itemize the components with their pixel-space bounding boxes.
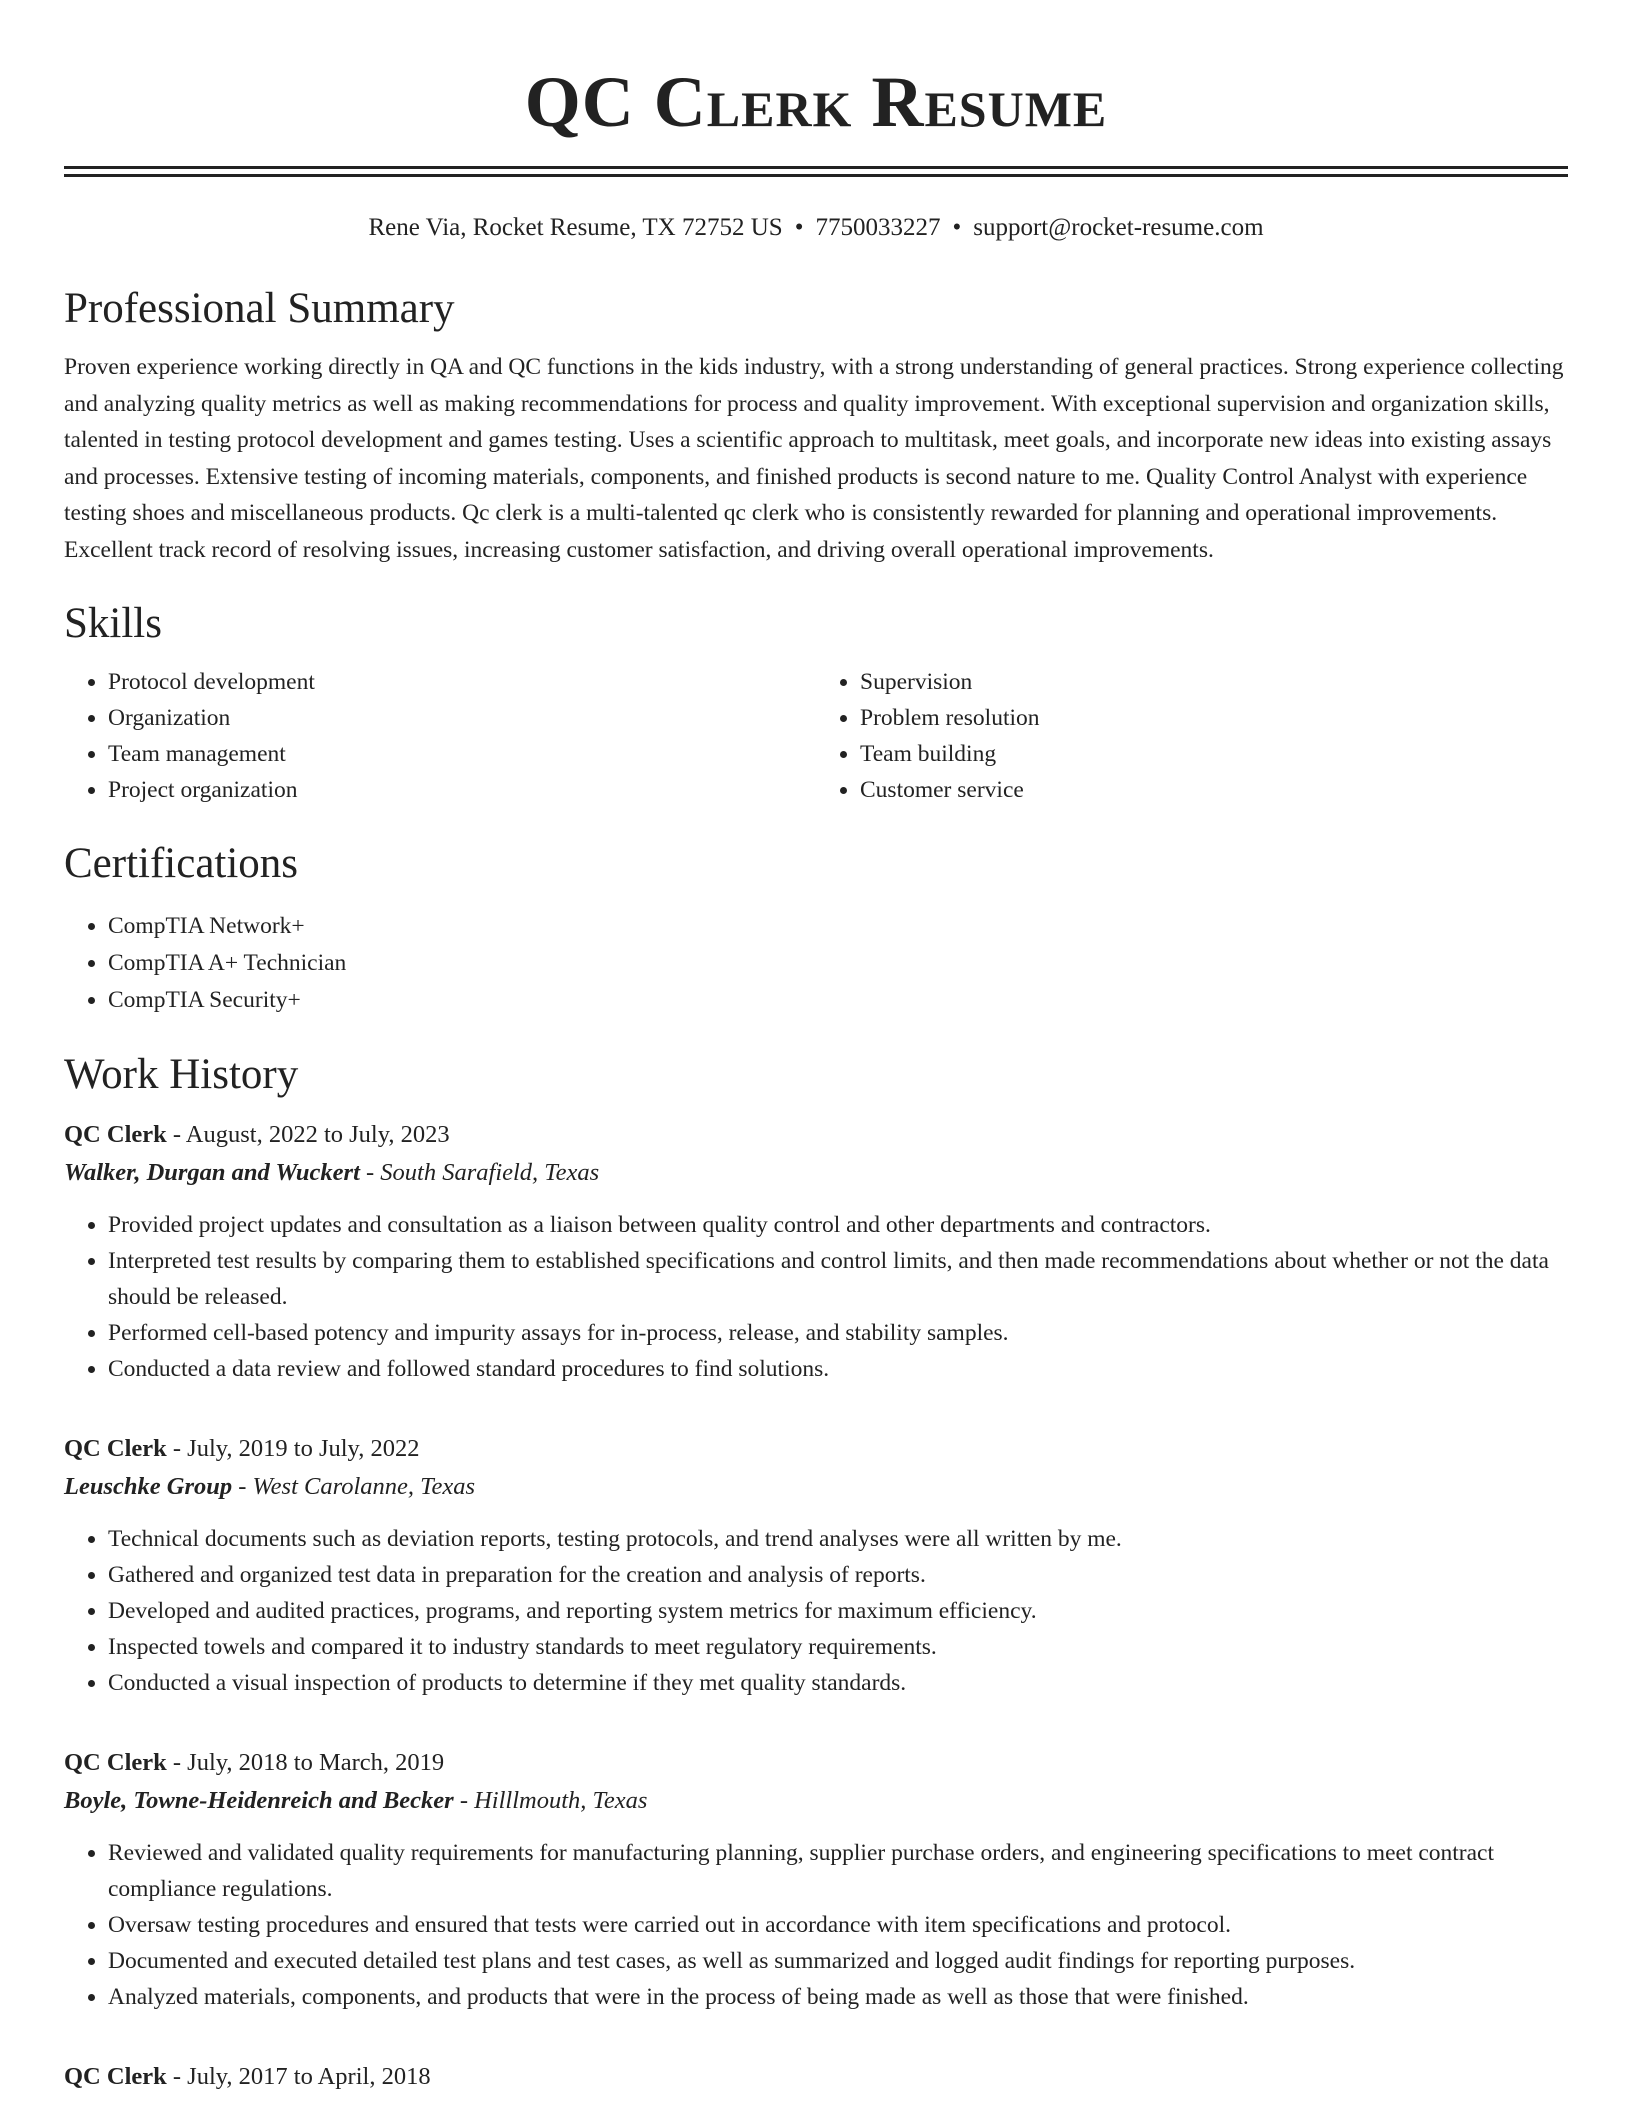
job-bullet: • Analyzed materials, components, and products that were in the process of being made as well as those that were finished. [108,1979,1568,2015]
certification-item: • CompTIA A+ Technician [108,945,1568,982]
job-dates: - July, 2017 to April, 2018 [166,2063,431,2090]
skill-item: • Protocol development [108,664,816,700]
summary-heading: Professional Summary [64,285,455,332]
certification-item: • CompTIA Network+ [108,908,1568,945]
job-title-line [64,2059,1568,2095]
job-title-line [64,1431,1568,1467]
job-title: QC Clerk [64,1121,167,1148]
certifications-heading: Certifications [64,840,299,887]
job-title-line [64,1117,1568,1153]
skills-list-left [64,664,816,808]
job-bullet: • Interpreted test results by comparing them to established specifications and control limits, and then made recommendations about whether or not the data should be released. [108,1243,1568,1315]
resume-page [64,0,1568,2095]
job-company: Boyle, Towne-Heidenreich and Becker [64,1787,454,1814]
title-divider-top [64,166,1568,169]
skill-item: • Team management [108,736,816,772]
job-bullet: • Oversaw testing procedures and ensured that tests were carried out in accordance with item specifications and protocol. [108,1907,1568,1943]
job-bullet: • Documented and executed detailed test plans and test cases, as well as summarized and logged audit findings for reporting purposes. [108,1943,1568,1979]
skill-item: • Customer service [860,772,1568,808]
job-bullet: • Developed and audited practices, programs, and reporting system metrics for maximum efficiency. [108,1593,1568,1629]
skills-heading: Skills [64,600,162,647]
work-history-heading: Work History [64,1051,299,1098]
job-entry [64,1745,1568,2015]
job-bullet: • Gathered and organized test data in preparation for the creation and analysis of reports. [108,1557,1568,1593]
job-entry [64,1431,1568,1701]
contact-address: Rene Via, Rocket Resume, TX 72752 US [368,214,783,241]
job-title: QC Clerk [64,1435,167,1462]
job-dates: - August, 2022 to July, 2023 [166,1121,450,1148]
job-company: Walker, Durgan and Wuckert [64,1159,360,1186]
job-entry [64,1117,1568,1387]
job-location: - West Carolanne, Texas [232,1473,476,1500]
job-bullet: • Inspected towels and compared it to industry standards to meet regulatory requirements. [108,1629,1568,1665]
job-entry [64,2059,1568,2095]
job-company: Leuschke Group [64,1473,233,1500]
contact-line [64,213,1568,243]
certification-item: • CompTIA Security+ [108,982,1568,1019]
job-bullet: • Conducted a data review and followed standard procedures to find solutions. [108,1351,1568,1387]
skill-item: • Project organization [108,772,816,808]
contact-email: support@rocket-resume.com [973,214,1264,241]
skill-item: • Team building [860,736,1568,772]
page-title: QC Clerk Resume [524,62,1108,142]
job-bullets [64,1521,1568,1701]
job-company-line [64,1467,1568,1507]
job-title: QC Clerk [64,1749,167,1776]
certifications-list [64,908,1568,1019]
job-location: - South Sarafield, Texas [359,1159,600,1186]
skill-item: • Supervision [860,664,1568,700]
title-divider-bottom [64,174,1568,177]
job-company-line [64,1153,1568,1193]
job-company-line [64,1781,1568,1821]
job-bullets [64,1835,1568,2015]
skill-item: • Problem resolution [860,700,1568,736]
contact-separator: • [952,214,962,241]
contact-phone: 7750033227 [815,214,941,241]
job-bullet: • Performed cell-based potency and impurity assays for in-process, release, and stability samples. [108,1315,1568,1351]
job-dates: - July, 2018 to March, 2019 [166,1749,445,1776]
job-bullets [64,1207,1568,1387]
skill-item: • Organization [108,700,816,736]
skills-columns [64,664,1568,808]
job-bullet: • Technical documents such as deviation reports, testing protocols, and trend analyses were all written by me. [108,1521,1568,1557]
job-dates: - July, 2019 to July, 2022 [166,1435,420,1462]
job-bullet: • Conducted a visual inspection of products to determine if they met quality standards. [108,1665,1568,1701]
skills-list-right [816,664,1568,808]
summary-text: Proven experience working directly in QA and QC functions in the kids industry, with a strong understanding of general practices. Strong experience collecting and analyzing quality metrics as well as making recommendations for process and quality improvement. With exceptional supervision and organization skills, talented in testing protocol development and games testing. Uses a scientific approach to multitask, meet goals, and incorporate new ideas into existing assays and processes. Extensive testing of incoming materials, components, and finished products is second nature to me. Quality Control Analyst with experience testing shoes and miscellaneous products. Qc clerk is a multi-talented qc clerk who is consistently rewarded for planning and operational improvements. Excellent track record of resolving issues, increasing customer satisfaction, and driving overall operational improvements. [64,354,1564,563]
job-title-line [64,1745,1568,1781]
job-bullet: • Provided project updates and consultation as a liaison between quality control and other departments and contractors. [108,1207,1568,1243]
job-title: QC Clerk [64,2063,167,2090]
contact-separator: • [794,214,804,241]
job-location: - Hilllmouth, Texas [453,1787,648,1814]
job-bullet: • Reviewed and validated quality requirements for manufacturing planning, supplier purchase orders, and engineering specifications to meet contract compliance regulations. [108,1835,1568,1907]
